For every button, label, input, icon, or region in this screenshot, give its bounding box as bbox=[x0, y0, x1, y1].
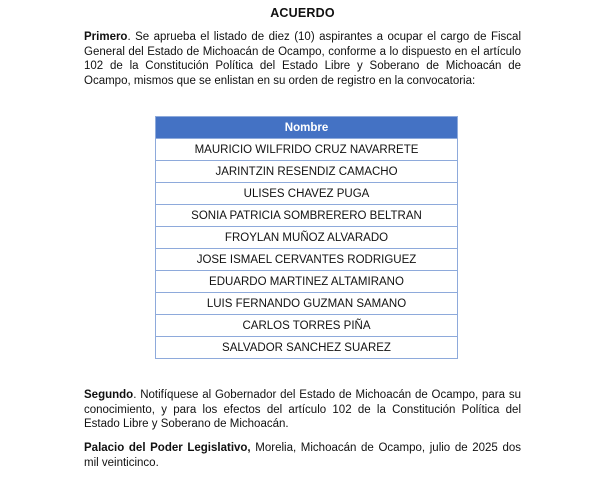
closing-label: Palacio del Poder Legislativo, bbox=[84, 442, 251, 454]
table-row bbox=[156, 205, 458, 227]
segundo-paragraph bbox=[84, 388, 521, 432]
aspirant-name: ULISES CHAVEZ PUGA bbox=[156, 183, 458, 205]
aspirants-table bbox=[155, 116, 458, 359]
table-row bbox=[156, 337, 458, 359]
segundo-label: Segundo bbox=[84, 389, 134, 401]
closing-paragraph bbox=[84, 441, 521, 470]
table-row bbox=[156, 249, 458, 271]
table-row bbox=[156, 293, 458, 315]
primero-label: Primero bbox=[84, 31, 128, 43]
table-row bbox=[156, 315, 458, 337]
aspirant-name: SONIA PATRICIA SOMBRERERO BELTRAN bbox=[156, 205, 458, 227]
column-header-nombre: Nombre bbox=[156, 117, 458, 139]
aspirant-name: EDUARDO MARTINEZ ALTAMIRANO bbox=[156, 271, 458, 293]
aspirant-name: JARINTZIN RESENDIZ CAMACHO bbox=[156, 161, 458, 183]
document-title: ACUERDO bbox=[270, 6, 335, 20]
primero-text: . Se aprueba el listado de diez (10) aspirantes a ocupar el cargo de Fiscal General del Estado de Michoacán de Ocampo, conforme a lo dispuesto en el artículo 102 de la Constitución Política del Estado Libre y Soberano de Michoacán de Ocampo, mismos que se enlistan en su orden de registro en la convocatoria: bbox=[84, 31, 521, 87]
table-row bbox=[156, 227, 458, 249]
closing-text: Morelia, Michoacán de Ocampo, julio de 2025 dos mil veinticinco. bbox=[84, 442, 521, 469]
table-row bbox=[156, 183, 458, 205]
table-row bbox=[156, 139, 458, 161]
aspirant-name: CARLOS TORRES PIÑA bbox=[156, 315, 458, 337]
aspirant-name: FROYLAN MUÑOZ ALVARADO bbox=[156, 227, 458, 249]
table-row bbox=[156, 271, 458, 293]
table-header-row bbox=[156, 117, 458, 139]
aspirant-name: MAURICIO WILFRIDO CRUZ NAVARRETE bbox=[156, 139, 458, 161]
aspirant-name: LUIS FERNANDO GUZMAN SAMANO bbox=[156, 293, 458, 315]
primero-paragraph bbox=[84, 30, 521, 88]
aspirant-name: JOSE ISMAEL CERVANTES RODRIGUEZ bbox=[156, 249, 458, 271]
table-row bbox=[156, 161, 458, 183]
segundo-text: . Notifíquese al Gobernador del Estado de Michoacán de Ocampo, para su conocimiento, y para los efectos del artículo 102 de la Constitución Política del Estado Libre y Soberano de Michoacán. bbox=[84, 389, 521, 430]
aspirant-name: SALVADOR SANCHEZ SUAREZ bbox=[156, 337, 458, 359]
